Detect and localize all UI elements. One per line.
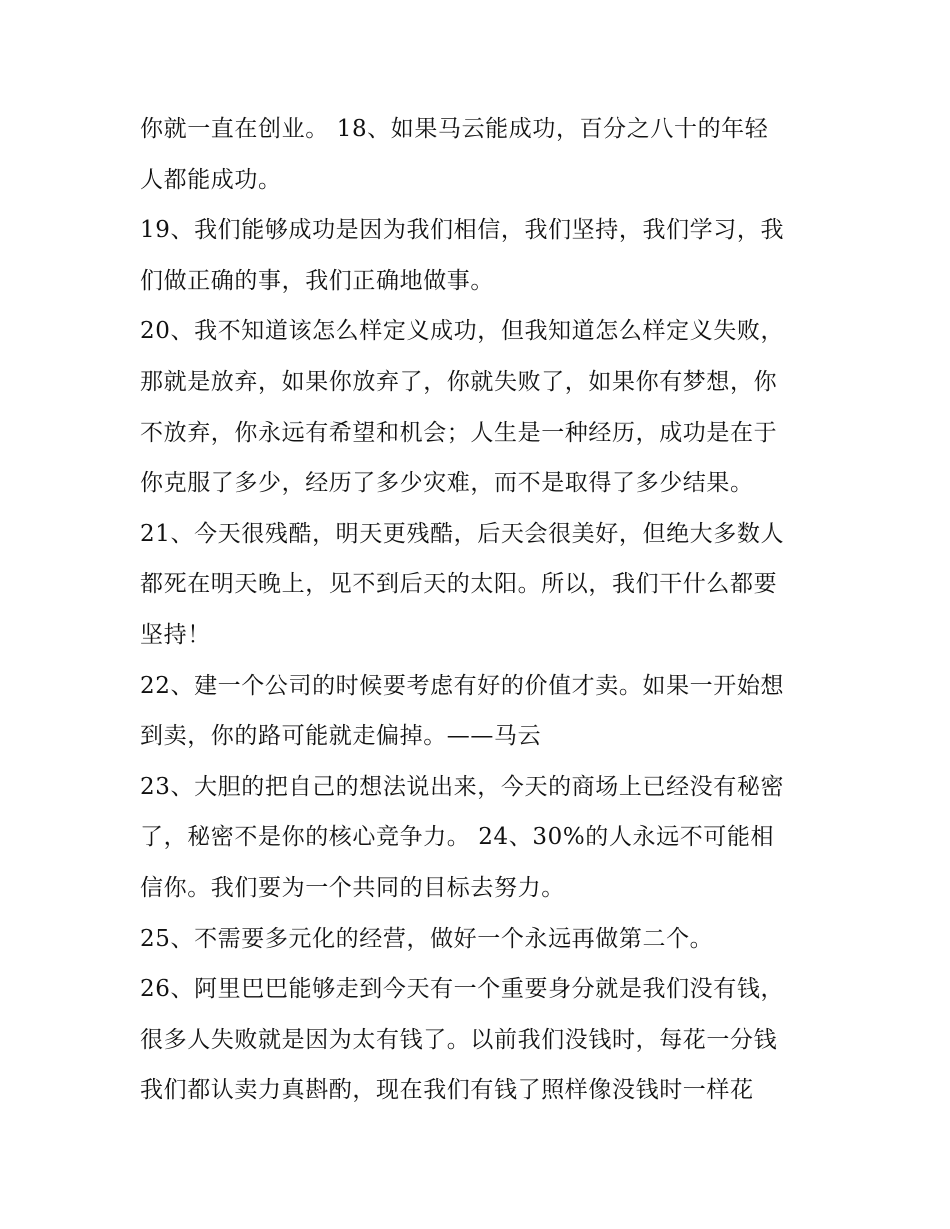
text-line: 们做正确的事，我们正确地做事。: [140, 267, 494, 294]
text-line: 23、大胆的把自己的想法说出来，今天的商场上已经没有秘密: [140, 773, 785, 800]
text-line: 26、阿里巴巴能够走到今天有一个重要身分就是我们没有钱，: [140, 976, 785, 1003]
text-line: 19、我们能够成功是因为我们相信，我们坚持，我们学习，我: [140, 217, 785, 244]
text-line: 21、今天很残酷，明天更残酷，后天会很美好，但绝大多数人: [140, 520, 785, 547]
text-line: 很多人失败就是因为太有钱了。以前我们没钱时，每花一分钱: [140, 1026, 778, 1053]
text-line: 到卖，你的路可能就走偏掉。——马云: [140, 723, 542, 750]
document-body: [140, 104, 812, 1116]
text-line: 20、我不知道该怎么样定义成功，但我知道怎么样定义失败，: [140, 318, 785, 345]
text-line: 了，秘密不是你的核心竞争力。 24、30%的人永远不可能相: [140, 824, 775, 851]
text-line: 不放弃，你永远有希望和机会；人生是一种经历，成功是在于: [140, 419, 778, 446]
text-line: 25、不需要多元化的经营，做好一个永远再做第二个。: [140, 925, 714, 952]
text-line: 都死在明天晚上，见不到后天的太阳。所以，我们干什么都要: [140, 571, 778, 598]
text-line: 人都能成功。: [140, 166, 282, 193]
text-line: 坚持！: [140, 621, 211, 648]
text-line: 信你。我们要为一个共同的目标去努力。: [140, 874, 565, 901]
text-line: 我们都认卖力真斟酌，现在我们有钱了照样像没钱时一样花: [140, 1077, 754, 1104]
text-line: 你就一直在创业。 18、如果马云能成功，百分之八十的年轻: [140, 116, 769, 142]
text-line: 22、建一个公司的时候要考虑有好的价值才卖。如果一开始想: [140, 672, 785, 699]
text-line: 那就是放弃，如果你放弃了，你就失败了，如果你有梦想，你: [140, 368, 778, 395]
text-line: 你克服了多少，经历了多少灾难，而不是取得了多少结果。: [140, 470, 754, 497]
